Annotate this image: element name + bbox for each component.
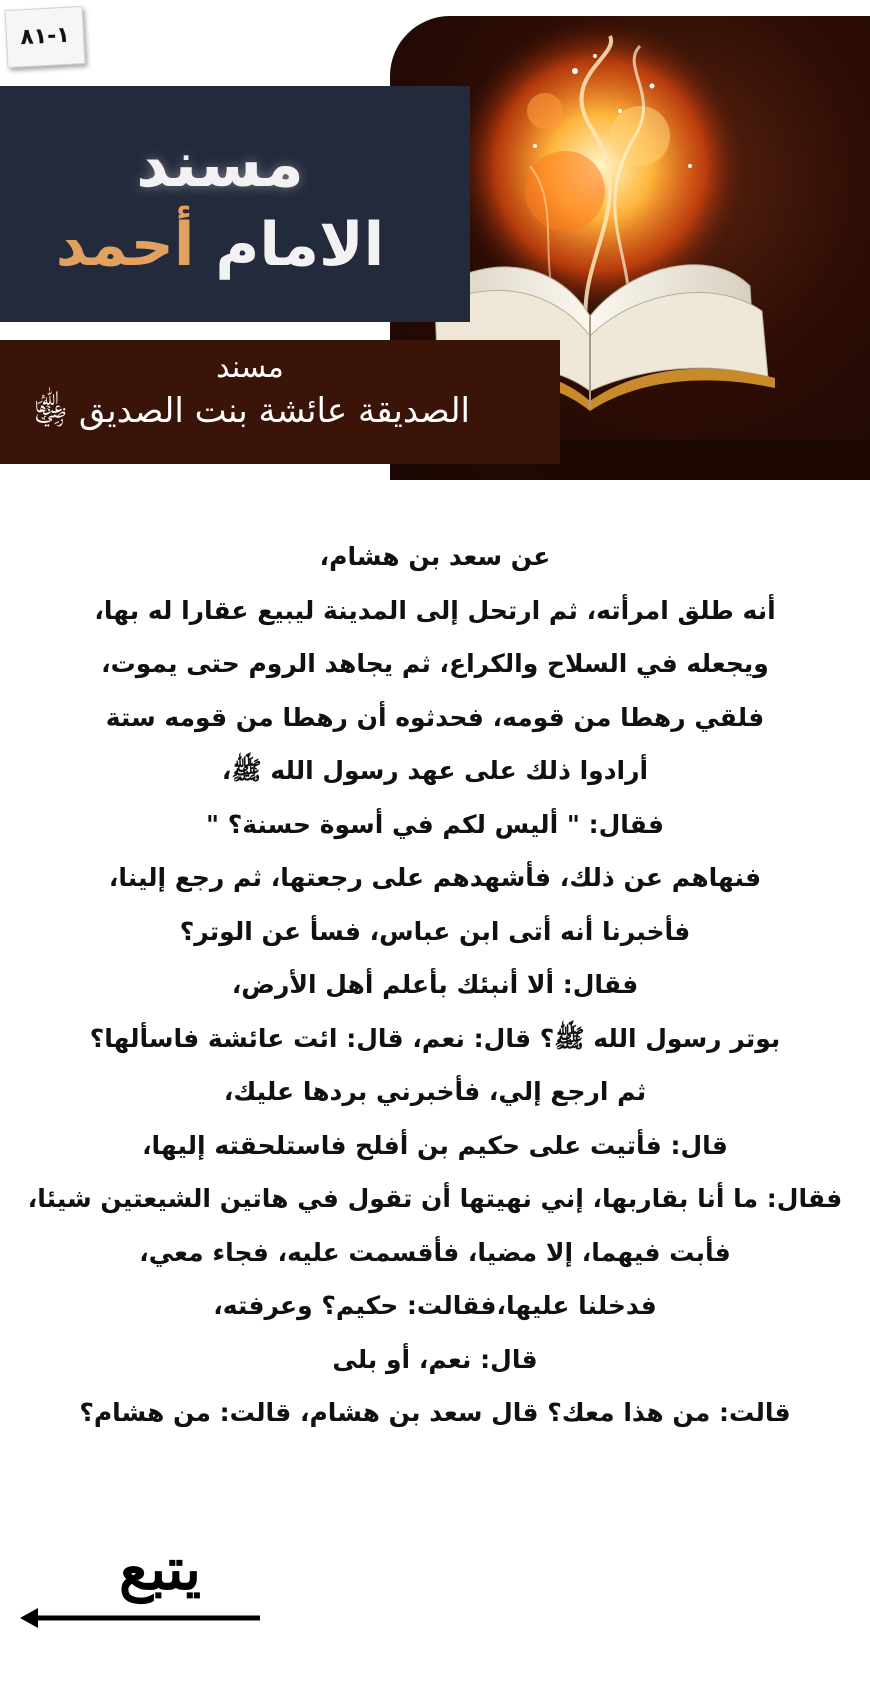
title-imam: الامام: [194, 210, 385, 280]
hadith-line: فلقي رهطا من قومه، فحدثوه أن رهطا من قومه ستة: [105, 702, 765, 732]
subtitle-aisha: الصديقة عائشة بنت الصديق ﵂: [33, 391, 470, 431]
hadith-line: قال: نعم، أو بلى: [332, 1344, 538, 1374]
hadith-line: أرادوا ذلك على عهد رسول الله ﷺ،: [221, 756, 649, 785]
hadith-line: بوتر رسول الله ﷺ؟ قال: نعم، قال: ائت عائشة فاسألها؟: [89, 1023, 781, 1053]
hadith-line: عن سعد بن هشام،: [319, 542, 551, 571]
hadith-text: [0, 530, 870, 1440]
hadith-line: فقال: " أليس لكم في أسوة حسنة؟ ": [205, 809, 665, 839]
book-panel-bottom: [520, 440, 870, 480]
hadith-line: ثم ارجع إلي، فأخبرني بردها عليك،: [223, 1077, 647, 1106]
hadith-line: فدخلنا عليها،فقالت: حكيم؟ وعرفته،: [213, 1291, 657, 1320]
title-imam-ahmad: [50, 210, 390, 280]
follow-label[interactable]: يتبع: [118, 1535, 201, 1603]
hadith-line: فنهاهم عن ذلك، فأشهدهم على رجعتها، ثم رجع إلينا،: [108, 863, 762, 892]
hadith-line: ويجعله في السلاح والكراع، ثم يجاهد الروم حتى يموت،: [101, 649, 769, 678]
subtitle-musnad: مسند: [216, 350, 284, 385]
left-arrow-icon[interactable]: [20, 1603, 260, 1633]
hadith-line: فأبت فيهما، إلا مضيا، فأقسمت عليه، فجاء معي،: [139, 1237, 731, 1267]
hadith-line: فأخبرنا أنه أتى ابن عباس، فسأ عن الوتر؟: [179, 916, 691, 946]
hadith-line: قالت: من هذا معك؟ قال سعد بن هشام، قالت: من هشام؟: [79, 1398, 791, 1427]
title-ahmad: أحمد: [55, 210, 195, 280]
hadith-line: فقال: ألا أنبئك بأعلم أهل الأرض،: [231, 970, 639, 999]
page-number-label: ١-٨١: [5, 6, 86, 68]
hadith-line: قال: فأتيت على حكيم بن أفلح فاستلحقته إليها،: [142, 1130, 728, 1160]
hadith-line: فقال: ما أنا بقاربها، إني نهيتها أن تقول في هاتين الشيعتين شيئا،: [27, 1184, 843, 1213]
header-banner: [0, 0, 870, 480]
title-musnad: مسند: [136, 128, 304, 202]
hadith-line: أنه طلق امرأته، ثم ارتحل إلى المدينة ليبيع عقارا له بها،: [94, 595, 776, 625]
title-panel: [0, 86, 470, 322]
